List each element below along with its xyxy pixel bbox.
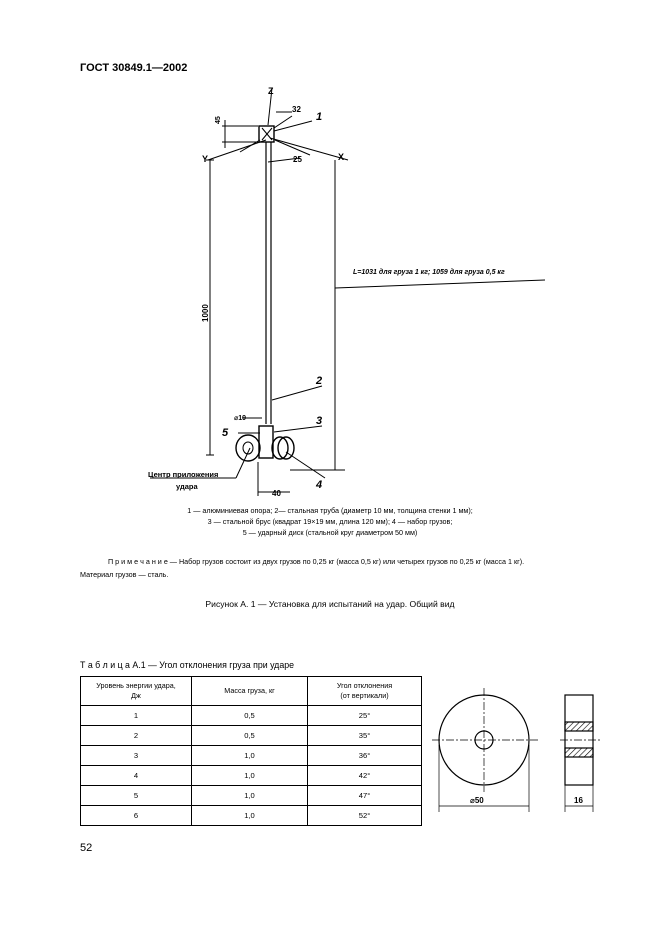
callout-5: 5: [222, 427, 229, 439]
dim-40: 40: [272, 489, 281, 498]
note-line-1: П р и м е ч а н и е — Набор грузов состоит из двух грузов по 0,25 кг (масса 0,5 кг) или четырех грузов по 0,25 кг (масса 1 кг).: [108, 557, 525, 566]
impact-label-line2: удара: [176, 482, 198, 491]
callout-1: 1: [316, 111, 323, 123]
disk-thickness-label: 16: [574, 796, 583, 805]
note-line-2: Материал грузов — сталь.: [80, 570, 169, 579]
callout-4: 4: [316, 479, 323, 491]
dim-45: 45: [215, 116, 222, 124]
z-axis-label: Z: [268, 86, 274, 96]
table-title: Т а б л и ц а А.1 — Угол отклонения груза при ударе: [80, 660, 294, 670]
dim-diameter-19: ⌀19: [234, 415, 247, 422]
table-row: 5 1,0 47°: [81, 786, 422, 806]
legend-line: 1 — алюминиевая опора; 2— стальная труба (диаметр 10 мм, толщина стенки 1 мм);: [187, 506, 473, 515]
callout-2: 2: [316, 375, 323, 387]
document-header: ГОСТ 30849.1—2002: [80, 62, 188, 74]
dim-1000: 1000: [201, 304, 210, 322]
header-mass: Масса груза, кг: [192, 677, 308, 706]
deflection-angle-table: [80, 676, 422, 826]
header-energy: Уровень энергии удара, Дж: [81, 677, 192, 706]
figure-legend: [60, 505, 600, 538]
disk-diameter-label: ⌀50: [470, 796, 484, 805]
table-row: 1 0,5 25°: [81, 706, 422, 726]
impact-label-line1: Центр приложения: [148, 470, 219, 479]
header-angle: Угол отклонения (от вертикали): [308, 677, 422, 706]
y-axis-label: Y: [202, 154, 209, 164]
figure-note: [80, 555, 600, 581]
table-row: 4 1,0 42°: [81, 766, 422, 786]
table-row: 6 1,0 52°: [81, 806, 422, 826]
dim-length: L=1031 для груза 1 кг; 1059 для груза 0,5 кг: [353, 269, 505, 276]
callout-3: 3: [316, 415, 323, 427]
legend-line: 5 — ударный диск (стальной круг диаметром 50 мм): [242, 528, 418, 537]
table-row: 2 0,5 35°: [81, 726, 422, 746]
table-row: 3 1,0 36°: [81, 746, 422, 766]
legend-line: 3 — стальной брус (квадрат 19×19 мм, длина 120 мм); 4 — набор грузов;: [207, 517, 453, 526]
figure-caption: Рисунок А. 1 — Установка для испытаний на удар. Общий вид: [205, 599, 455, 609]
x-axis-label: X: [338, 152, 345, 162]
page-number: 52: [80, 842, 93, 854]
dim-25: 25: [293, 155, 302, 164]
dim-32: 32: [292, 105, 301, 114]
table-header-row: [81, 677, 422, 706]
